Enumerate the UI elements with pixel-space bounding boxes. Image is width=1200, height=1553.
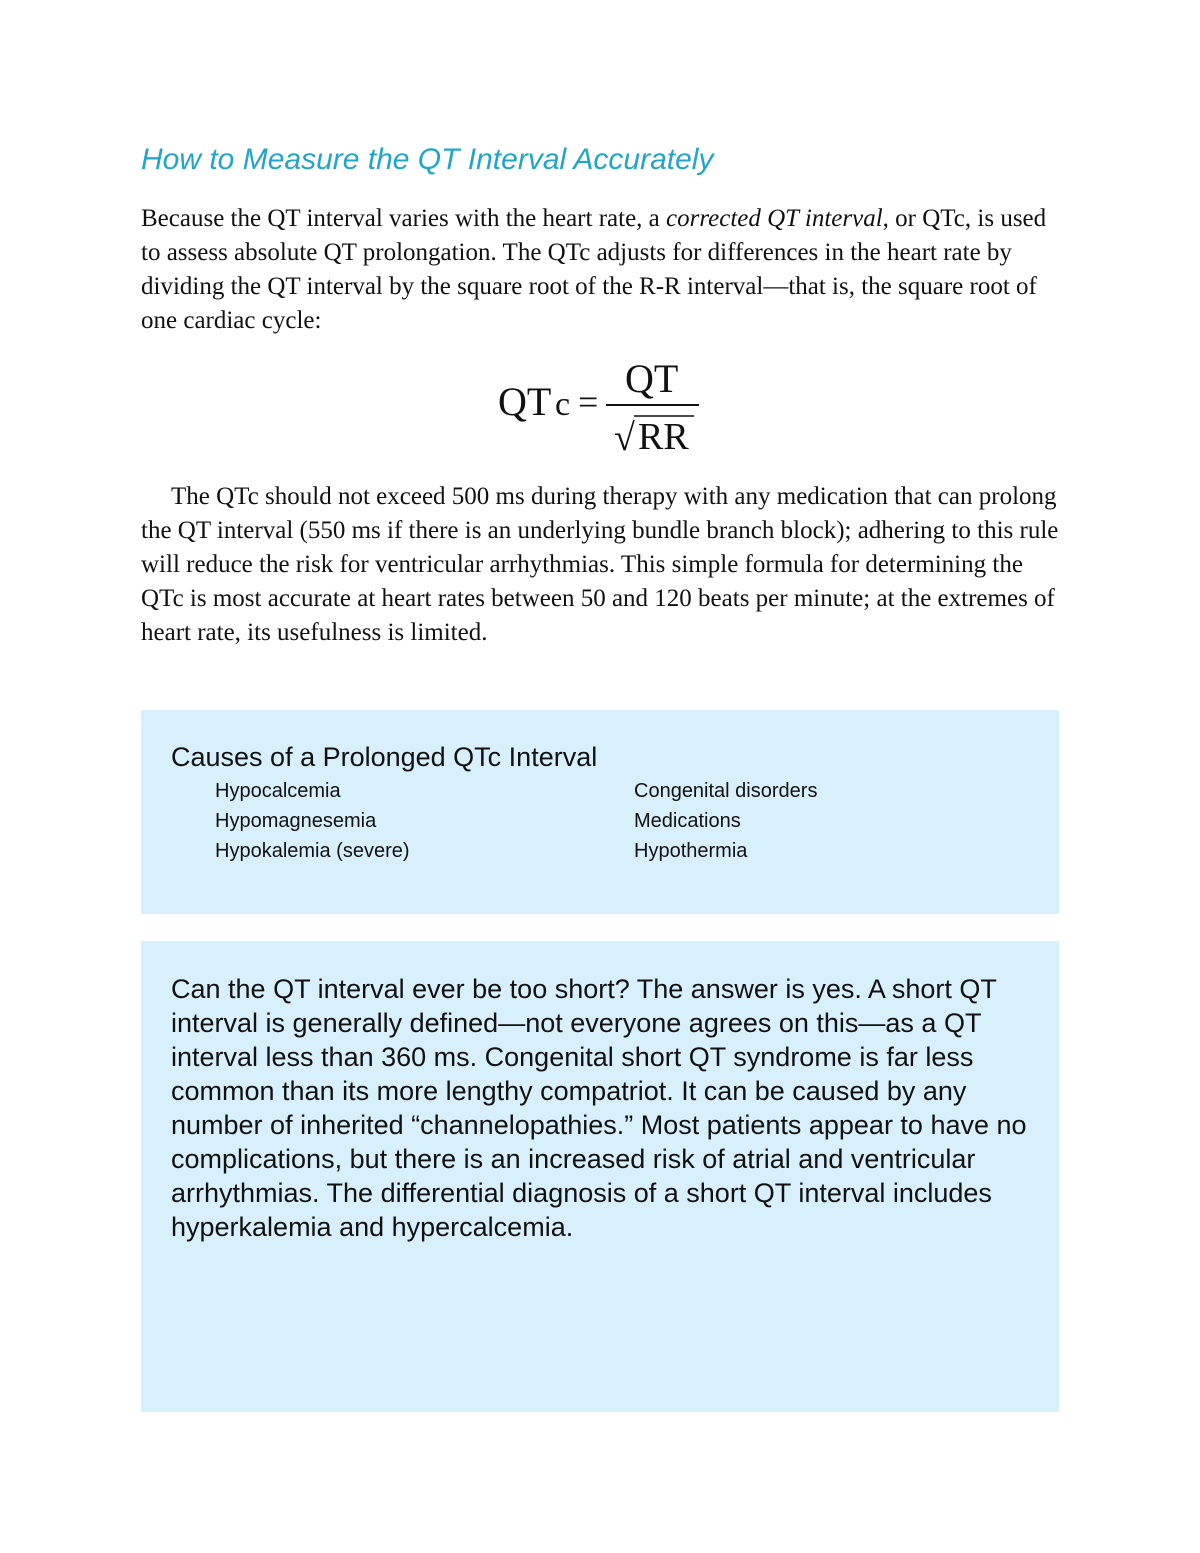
formula-denominator: RR (638, 416, 689, 458)
causes-box (141, 710, 1059, 914)
intro-paragraph (141, 202, 1061, 338)
list-item: Hypokalemia (severe) (215, 840, 410, 862)
causes-list-right (634, 776, 817, 866)
intro-text-part2: , or QTc, is used to assess absolute QT prolongation. The QTc adjusts for differences in the heart rate by dividing the QT interval by the square root of the R-R interval—that is, the square root of one cardiac cycle: (141, 205, 1047, 334)
causes-list-left (215, 776, 410, 866)
section-heading: How to Measure the QT Interval Accurately (141, 143, 714, 176)
formula-equals: = (578, 382, 599, 422)
list-item: Hypocalcemia (215, 780, 341, 802)
formula-lhs-sub: c (555, 386, 571, 423)
list-item: Hypomagnesemia (215, 810, 377, 832)
list-item: Hypothermia (634, 840, 748, 862)
short-qt-text: Can the QT interval ever be too short? The answer is yes. A short QT interval is generally defined—not everyone agrees on this—as a QT interval less than 360 ms. Congenital short QT syndrome is far less common than its more lengthy compatriot. It can be caused by any number of inherited “channelopathies.” Most patients appear to have no complications, but there is an increased risk of atrial and ventricular arrhythmias. The differential diagnosis of a short QT interval includes hyperkalemia and hypercalcemia. (171, 974, 1027, 1242)
list-item: Medications (634, 810, 741, 832)
formula-numerator: QT (625, 358, 679, 401)
qtc-limit-paragraph: The QTc should not exceed 500 ms during therapy with any medication that can prolong the QT interval (550 ms if there is an underlying bundle branch block); adhering to this rule will reduce the risk for ventricular arrhythmias. This simple formula for determining the QTc is most accurate at heart rates between 50 and 120 beats per minute; at the extremes of heart rate, its usefulness is limited. (141, 483, 1059, 646)
list-item: Congenital disorders (634, 780, 818, 802)
short-qt-box (141, 941, 1059, 1412)
qtc-formula (498, 358, 718, 458)
causes-box-title: Causes of a Prolonged QTc Interval (171, 742, 598, 772)
intro-text-part1: Because the QT interval varies with the heart rate, a (141, 205, 667, 232)
formula-radical: √ (614, 417, 635, 458)
intro-emphasis: corrected QT interval (666, 205, 883, 232)
formula-lhs-main: QT (498, 379, 552, 424)
